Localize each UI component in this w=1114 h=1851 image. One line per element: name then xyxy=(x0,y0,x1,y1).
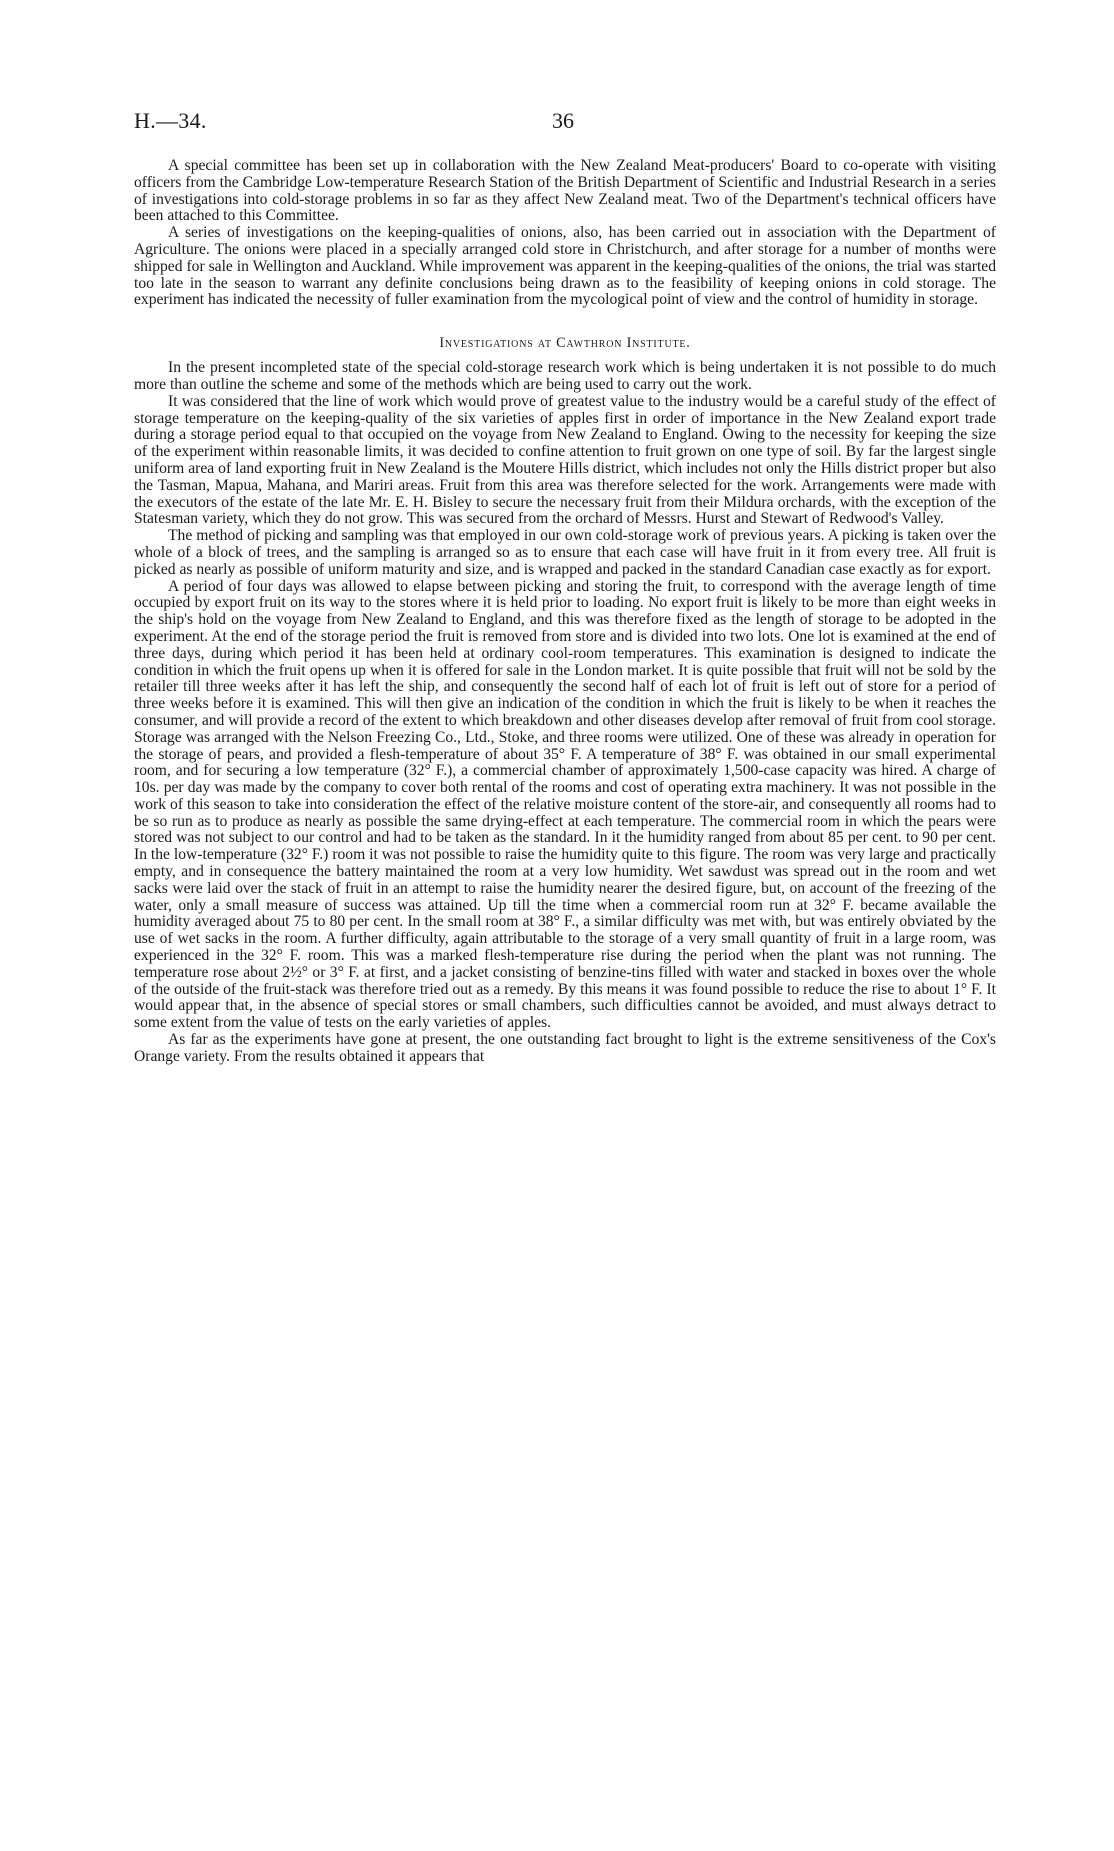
intro-section xyxy=(134,158,996,309)
cawthron-section xyxy=(134,360,996,1065)
paragraph: A period of four days was allowed to elapse between picking and storing the fruit, to correspond with the average length of time occupied by export fruit on its way to the stores where it is held prior to loading. No export fruit is likely to be more than eight weeks in the ship's hold on the voyage from New Zealand to England, and this was therefore fixed as the length of storage to be adopted in the experiment. At the end of the storage period the fruit is removed from store and is divided into two lots. One lot is examined at the end of three days, during which period it has been held at ordinary cool-room temperatures. This examination is designed to indicate the condition in which the fruit opens up when it is offered for sale in the London market. It is quite possible that fruit will not be sold by the retailer till three weeks after it has left the ship, and consequently the second half of each lot of fruit is left out of store for a period of three weeks before it is examined. This will then give an indication of the condition in which the fruit is likely to be when it reaches the consumer, and will provide a record of the extent to which breakdown and other diseases develop after removal of fruit from cool storage. Storage was arranged with the Nelson Freezing Co., Ltd., Stoke, and three rooms were utilized. One of these was already in operation for the storage of pears, and provided a flesh-temperature of about 35° F. A temperature of 38° F. was obtained in our small experimental room, and for securing a low temperature (32° F.), a commercial chamber of approximately 1,500-case capacity was hired. A charge of 10s. per day was made by the company to cover both rental of the rooms and cost of operating extra machinery. It was not possible in the work of this season to take into consideration the effect of the relative moisture content of the store-air, and consequently all rooms had to be so run as to produce as nearly as possible the same drying-effect at each temperature. The commercial room in which the pears were stored was not subject to our control and had to be taken as the standard. In it the humidity ranged from about 85 per cent. to 90 per cent. In the low-temperature (32° F.) room it was not possible to raise the humidity quite to this figure. The room was very large and practically empty, and in consequence the battery maintained the room at a very low humidity. Wet sawdust was spread out in the room and wet sacks were laid over the stack of fruit in an attempt to raise the humidity nearer the desired figure, but, on account of the freezing of the water, only a small measure of success was attained. Up till the time when a commercial room run at 32° F. became available the humidity averaged about 75 to 80 per cent. In the small room at 38° F., a similar difficulty was met with, but was entirely obviated by the use of wet sacks in the room. A further difficulty, again attributable to the storage of a very small quantity of fruit in a large room, was experienced in the 32° F. room. This was a marked flesh-temperature rise during the period when the plant was not running. The temperature rose about 2½° or 3° F. at first, and a jacket consisting of benzine-tins filled with water and stacked in boxes over the whole of the outside of the fruit-stack was therefore tried out as a remedy. By this means it was found possible to reduce the rise to about 1° F. It would appear that, in the absence of special stores or small chambers, such difficulties cannot be avoided, and must always detract to some extent from the value of tests on the early varieties of apples. xyxy=(134,577,996,1032)
paragraph: A special committee has been set up in collaboration with the New Zealand Meat-producers' Board to co-operate with visiting officers from the Cambridge Low-temperature Research Station of the British Department of Scientific and Industrial Research in a series of investigations into cold-storage problems in so far as they affect New Zealand meat. Two of the Department's technical officers have been attached to this Committee. xyxy=(134,157,996,225)
paragraph: A series of investigations on the keeping-qualities of onions, also, has been carried out in association with the Department of Agriculture. The onions were placed in a specially arranged cold store in Christchurch, and after storage for a number of months were shipped for sale in Wellington and Auckland. While improvement was apparent in the keeping-qualities of the onions, the trial was started too late in the season to warrant any definite conclusions being drawn as to the feasibility of keeping onions in cold storage. The experiment has indicated the necessity of fuller examination from the mycological point of view and the control of humidity in storage. xyxy=(134,224,996,309)
section-heading: Investigations at Cawthron Institute. xyxy=(439,335,691,352)
document-reference: H.—34. xyxy=(134,108,207,133)
paragraph: The method of picking and sampling was that employed in our own cold-storage work of previous years. A picking is taken over the whole of a block of trees, and the sampling is arranged so as to ensure that each case will have fruit in it from every tree. All fruit is picked as nearly as possible of uniform maturity and size, and is wrapped and packed in the standard Canadian case exactly as for export. xyxy=(134,527,996,578)
page-number: 36 xyxy=(552,108,574,133)
paragraph: In the present incompleted state of the special cold-storage research work which is being undertaken it is not possible to do much more than outline the scheme and some of the methods which are being used to carry out the work. xyxy=(134,359,996,393)
page-header xyxy=(134,108,996,144)
paragraph: It was considered that the line of work which would prove of greatest value to the industry would be a careful study of the effect of storage temperature on the keeping-quality of the six varieties of apples first in order of importance in the New Zealand export trade during a storage period equal to that occupied on the voyage from New Zealand to England. Owing to the necessity for keeping the size of the experiment within reasonable limits, it was decided to confine attention to fruit grown on one type of soil. By far the largest single uniform area of land exporting fruit in New Zealand is the Moutere Hills district, which includes not only the Hills district proper but also the Tasman, Mapua, Mahana, and Mariri areas. Fruit from this area was therefore selected for the work. Arrangements were made with the executors of the estate of the late Mr. E. H. Bisley to secure the necessary fruit from their Mildura orchards, with the exception of the Statesman variety, which they do not grow. This was secured from the orchard of Messrs. Hurst and Stewart of Redwood's Valley. xyxy=(134,392,996,528)
document-page xyxy=(134,108,996,1066)
paragraph: As far as the experiments have gone at present, the one outstanding fact brought to light is the extreme sensitiveness of the Cox's Orange variety. From the results obtained it appears that xyxy=(134,1031,996,1065)
